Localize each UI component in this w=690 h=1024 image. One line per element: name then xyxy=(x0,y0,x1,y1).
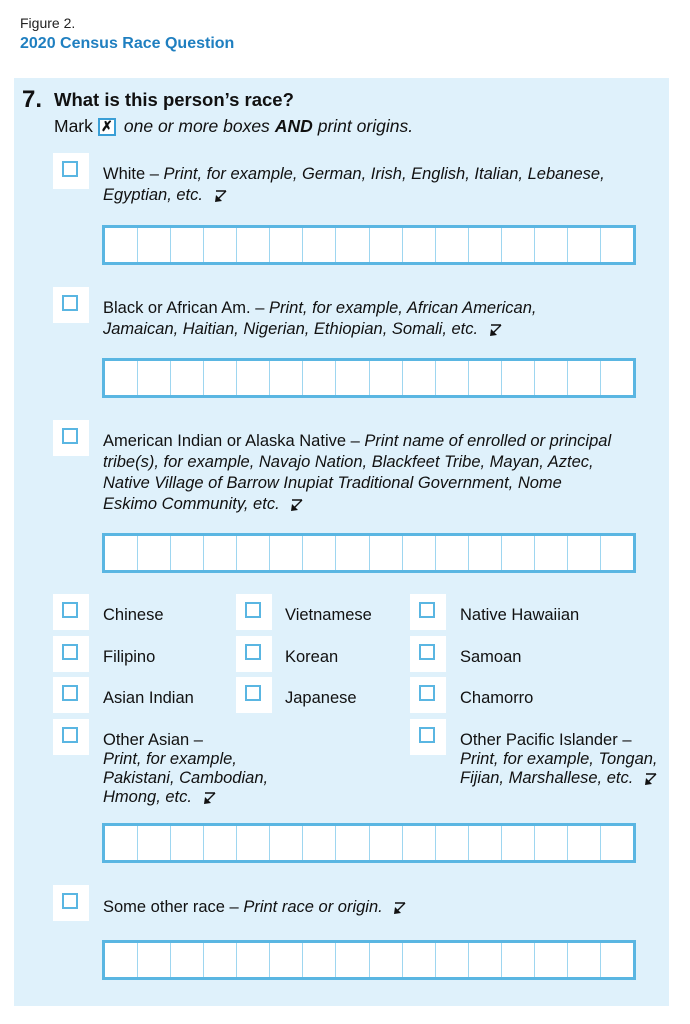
arrow-down-left-icon xyxy=(214,189,228,203)
option-chamorro: Chamorro xyxy=(460,689,534,707)
option-some-other-race xyxy=(103,897,623,918)
checkbox-samoan[interactable] xyxy=(410,636,446,672)
checkbox-aian[interactable] xyxy=(53,420,89,456)
checkbox-korean[interactable] xyxy=(236,636,272,672)
checkbox-other-pacific-islander[interactable] xyxy=(410,719,446,755)
write-in-asian-pi[interactable] xyxy=(102,823,636,863)
figure-label: Figure 2. xyxy=(20,15,76,31)
instruction-mark-word: Mark xyxy=(54,116,93,136)
checkbox-chinese[interactable] xyxy=(53,594,89,630)
figure-title: 2020 Census Race Question xyxy=(20,35,235,52)
checkbox-vietnamese[interactable] xyxy=(236,594,272,630)
write-in-black[interactable] xyxy=(102,358,636,398)
option-some-other-detail: Print race or origin. xyxy=(243,898,383,916)
question-number: 7. xyxy=(22,86,43,113)
option-native-hawaiian: Native Hawaiian xyxy=(460,606,580,624)
option-white xyxy=(103,164,623,206)
write-in-white[interactable] xyxy=(102,225,636,265)
option-vietnamese: Vietnamese xyxy=(285,606,372,624)
option-aian-detail: Print name of enrolled or principal tribe(s), for example, Navajo Nation, Blackfeet Tribe, Mayan, Aztec, Native Village of Barrow Inupiat Traditional Government, Nome Eskimo Community, etc. xyxy=(103,432,612,513)
option-white-label: White – xyxy=(103,165,159,183)
option-other-asian-detail: Print, for example, Pakistani, Cambodian, Hmong, etc. xyxy=(103,750,269,806)
arrow-down-left-icon xyxy=(644,772,658,786)
checkbox-native-hawaiian[interactable] xyxy=(410,594,446,630)
option-other-pacific-islander xyxy=(460,731,665,788)
arrow-down-left-icon xyxy=(489,323,503,337)
checkbox-other-asian[interactable] xyxy=(53,719,89,755)
option-aian xyxy=(103,431,618,515)
instruction-post: print origins. xyxy=(317,116,414,136)
checkbox-some-other-race[interactable] xyxy=(53,885,89,921)
x-mark-icon: ✗ xyxy=(98,118,116,136)
option-aian-label: American Indian or Alaska Native – xyxy=(103,432,360,450)
checkbox-japanese[interactable] xyxy=(236,677,272,713)
option-asian-indian: Asian Indian xyxy=(103,689,194,707)
write-in-some-other-race[interactable] xyxy=(102,940,636,980)
instruction-mid: one or more boxes xyxy=(123,116,270,136)
option-some-other-label: Some other race – xyxy=(103,898,239,916)
option-other-asian-label: Other Asian – xyxy=(103,731,203,749)
write-in-aian[interactable] xyxy=(102,533,636,573)
instruction-and: AND xyxy=(274,116,313,136)
option-white-detail: Print, for example, German, Irish, English, Italian, Lebanese, Egyptian, etc. xyxy=(103,165,605,204)
option-other-pi-label: Other Pacific Islander – xyxy=(460,731,632,749)
arrow-down-left-icon xyxy=(290,498,304,512)
option-black xyxy=(103,298,613,340)
question-text: What is this person’s race? xyxy=(54,89,294,110)
instruction xyxy=(54,116,413,137)
checkbox-filipino[interactable] xyxy=(53,636,89,672)
option-other-asian xyxy=(103,731,303,807)
option-other-pi-detail: Print, for example, Tongan, Fijian, Marshallese, etc. xyxy=(460,750,658,787)
arrow-down-left-icon xyxy=(393,901,407,915)
option-korean: Korean xyxy=(285,648,339,666)
option-samoan: Samoan xyxy=(460,648,522,666)
checkbox-asian-indian[interactable] xyxy=(53,677,89,713)
option-chinese: Chinese xyxy=(103,606,164,624)
option-filipino: Filipino xyxy=(103,648,156,666)
checkbox-chamorro[interactable] xyxy=(410,677,446,713)
option-black-label: Black or African Am. – xyxy=(103,299,265,317)
arrow-down-left-icon xyxy=(203,791,217,805)
checkbox-white[interactable] xyxy=(53,153,89,189)
option-japanese: Japanese xyxy=(285,689,357,707)
checkbox-black[interactable] xyxy=(53,287,89,323)
option-black-detail: Print, for example, African American, Jamaican, Haitian, Nigerian, Ethiopian, Somali, etc. xyxy=(103,299,537,338)
